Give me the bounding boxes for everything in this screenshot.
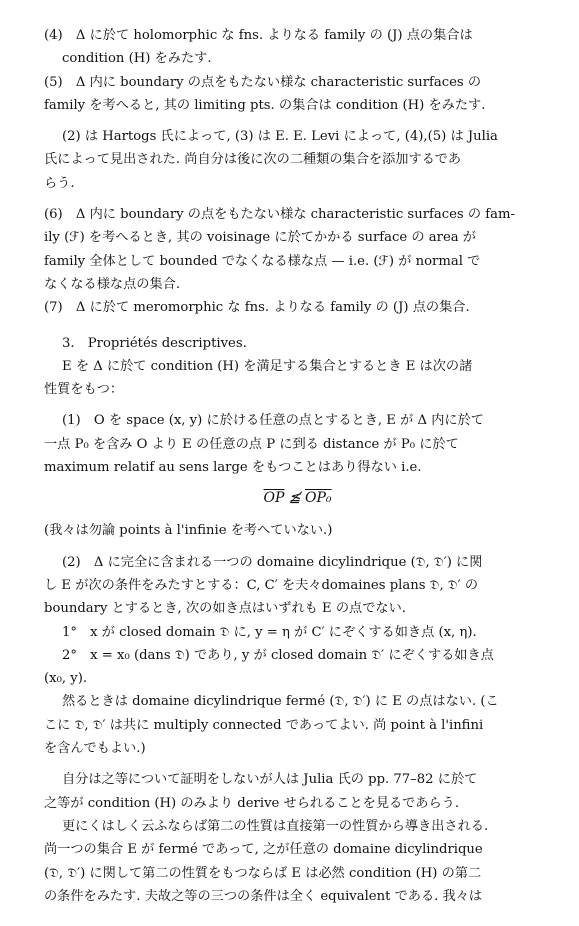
spacer (44, 543, 551, 551)
text-line: family 全体として bounded でなくなる様な点 — i.e. (ℱ) が normal で (44, 253, 481, 269)
text-line: 1° x が closed domain 𝔇 に, y = η が C′ にぞくする如き点 (x, η). (62, 624, 477, 640)
text-line: こに 𝔇, 𝔇′ は共に multiply connected であってよい. 尚 point à l'infini (44, 717, 484, 733)
text-line: (1) O を space (x, y) に於ける任意の点とするとき, E が Δ 内に於て (62, 413, 484, 429)
text-line: 然るときは domaine dicylindrique fermé (𝔇, 𝔇′) に E の点はない. (こ (62, 694, 499, 710)
text-line: ily (ℱ) を考へるとき, 其の voisinage に於てかかる surface の area が (44, 230, 476, 246)
text-line: (2) Δ に完全に含まれる一つの domaine dicylindrique (𝔇, 𝔇′) に関 (62, 554, 483, 570)
text-line: E を Δ に於て condition (H) を満足する集合とするとき E は次の諸 (62, 358, 473, 374)
text-line: し E が次の条件をみたすとする：C, C′ を夫々domaines plans 𝔇, 𝔇′ の (44, 577, 479, 593)
text-line: (6) Δ 内に boundary の点をもたない様な characteristic surfaces の fam- (44, 207, 515, 223)
text-line: の条件をみたす. 夫故之等の三つの条件は全く equivalent である. 我々は (44, 888, 483, 904)
text-line: (7) Δ に於て meromorphic な fns. よりなる family の (J) 点の集合. (44, 300, 470, 316)
spacer (44, 195, 551, 203)
text-line: (x₀, y). (44, 671, 88, 687)
text-line: (4) Δ に於て holomorphic な fns. よりなる family の (J) 点の集合は (44, 28, 473, 43)
text-line: (5) Δ 内に boundary の点をもたない様な characteristic surfaces の (44, 74, 482, 90)
text-line: 尚一つの集合 E が fermé であって, 之が任意の domaine dicylindrique (44, 842, 483, 858)
text-line: boundary とするとき, 次の如き点はいずれも E の点でない. (44, 601, 406, 617)
text-line: 之等が condition (H) のみより derive せられることを見るであらう. (44, 795, 460, 811)
text-line: condition (H) をみたす. (62, 51, 212, 67)
display-formula (44, 483, 551, 513)
section-heading: 3. Propriétés descriptives. (62, 335, 247, 351)
text-line: (2) は Hartogs 氏によって, (3) は E. E. Levi によって, (4),(5) は Julia (62, 129, 498, 145)
text-line: らう. (44, 175, 75, 191)
spacer (44, 117, 551, 125)
text-line: (𝔇, 𝔇′) に関して第二の性質をもつならば E は必然 condition (H) の第二 (44, 865, 482, 881)
text-line: 一点 P₀ を含み O より E の任意の点 P に到る distance が P₀ に於て (44, 436, 459, 452)
formula-right: OP₀ (305, 490, 332, 507)
text-line: 氏によって見出された. 尚自分は後に次の二種類の集合を添加するであ (44, 152, 462, 168)
formula-relation: ≦̸ (288, 490, 301, 507)
text-line: (我々は勿論 points à l'infinie を考へていない.) (44, 523, 333, 539)
text-line: maximum relatif au sens large をもつことはあり得ない i.e. (44, 460, 422, 476)
spacer (44, 760, 551, 768)
formula-left: $\overline{OP}$ (263, 490, 285, 507)
text-line: 2° x = x₀ (dans 𝔇) であり, y が closed domain 𝔇′ にぞくする如き点 (62, 647, 494, 663)
text-line: 更にくはしく云ふならば第二の性質は直接第一の性質から導き出される. (62, 818, 489, 834)
text-line: 自分は之等について証明をしないが人は Julia 氏の pp. 77–82 に於て (62, 772, 478, 788)
text-line: 性質をもつ： (44, 382, 124, 398)
spacer (44, 401, 551, 409)
text-line: なくなる様な点の集合. (44, 276, 181, 292)
text-line: family を考へると, 其の limiting pts. の集合は condition (H) をみたす. (44, 97, 486, 113)
spacer (44, 320, 551, 332)
text-line: を含んでもよい.) (44, 741, 146, 757)
